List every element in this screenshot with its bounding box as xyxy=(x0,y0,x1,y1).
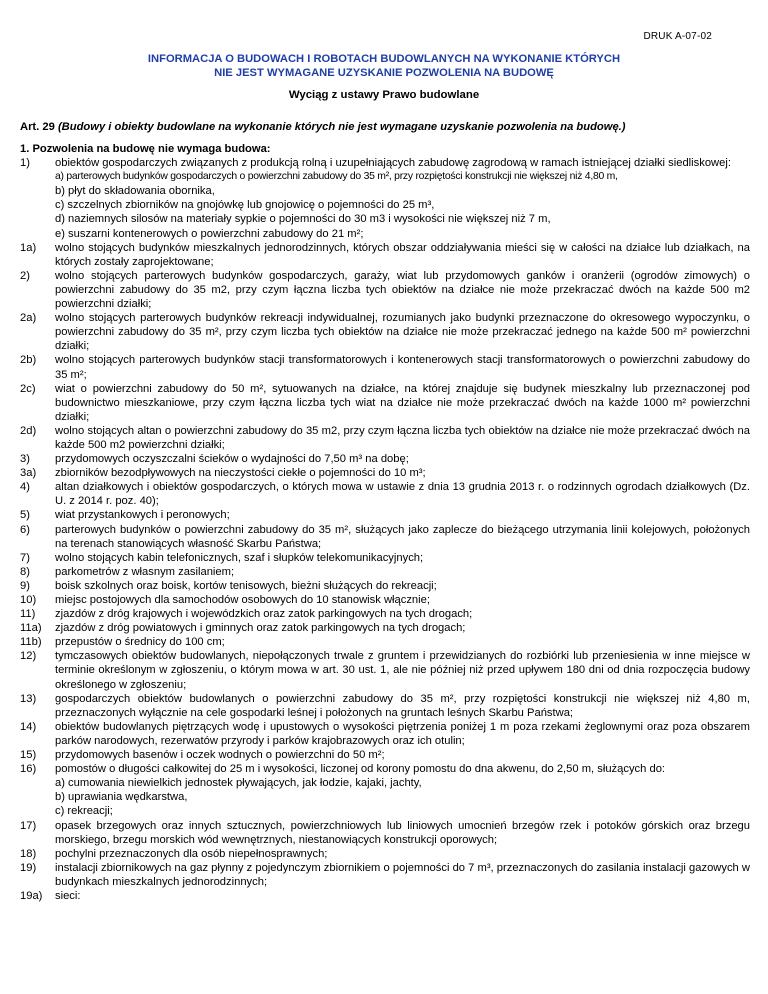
item-number: 2a) xyxy=(20,312,37,325)
article-label: Art. 29 xyxy=(20,121,55,133)
list-item xyxy=(20,579,750,593)
list-item xyxy=(20,847,750,861)
item-number: 1) xyxy=(20,157,30,170)
item-number: 16) xyxy=(20,763,37,776)
list-item xyxy=(20,480,750,508)
item-number: 11) xyxy=(20,608,36,621)
list-item xyxy=(20,720,750,748)
list-item xyxy=(20,593,750,607)
list-item xyxy=(20,466,750,480)
item-number: 18) xyxy=(20,847,37,860)
item-number: 8) xyxy=(20,565,30,578)
item-text: altan działkowych i obiektów gospodarczych, o których mowa w ustawie z dnia 13 grudnia 2013 r. o rodzinnych ogrodach działkowych (Dz. U. z 2014 r. poz. 40); xyxy=(55,481,750,508)
list-item xyxy=(20,607,750,621)
item-text: przepustów o średnicy do 100 cm; xyxy=(55,636,225,649)
sub-item xyxy=(20,227,750,241)
sub-item xyxy=(20,776,750,790)
document-subtitle: Wyciąg z ustawy Prawo budowlane xyxy=(288,89,480,101)
sub-item xyxy=(20,804,750,818)
list-item xyxy=(20,565,750,579)
item-text: wolno stojących kabin telefonicznych, szaf i słupków telekomunikacyjnych; xyxy=(55,551,424,564)
item-number: 12) xyxy=(20,650,37,663)
item-text: pomostów o długości całkowitej do 25 m i wysokości, liczonej od korony pomostu do dna akwenu, do 2,50 m, służących do: xyxy=(55,763,666,776)
item-text: opasek brzegowych oraz innych sztucznych, powierzchniowych lub liniowych umocnień brzegów rzek i potoków górskich oraz brzegu morskiego, brzegu morskich wód wewnętrznych, niestanowiących konstrukcji oporowych; xyxy=(55,819,750,846)
item-number: 19) xyxy=(20,861,37,874)
list-item xyxy=(20,819,750,847)
list-item xyxy=(20,382,750,424)
article-body xyxy=(20,142,750,903)
item-number: 11b) xyxy=(20,636,42,649)
list-item xyxy=(20,424,750,452)
item-text: gospodarczych obiektów budowlanych o powierzchni zabudowy do 35 m², przy rozpiętości konstrukcji nie większej niż 4,80 m, przeznaczonych wyłącznie na cele gospodarki leśnej i położonych na gruntach leśnych Skarbu Państwa; xyxy=(55,692,750,719)
sub-item-text: c) szczelnych zbiorników na gnojówkę lub gnojowicę o pojemności do 25 m³, xyxy=(55,199,435,212)
sub-item-text: a) parterowych budynków gospodarczych o powierzchni zabudowy do 35 m², przy rozpiętości konstrukcji nie większej niż 4,80 m, xyxy=(55,171,618,183)
item-text: sieci: xyxy=(55,889,81,902)
item-number: 17) xyxy=(20,819,37,832)
item-text: przydomowych basenów i oczek wodnych o powierzchni do 50 m²; xyxy=(55,749,385,762)
item-number: 11a) xyxy=(20,622,42,635)
item-number: 7) xyxy=(20,551,30,564)
item-text: parkometrów z własnym zasilaniem; xyxy=(55,565,235,578)
sub-item xyxy=(20,790,750,804)
item-number: 4) xyxy=(20,481,30,494)
item-number: 19a) xyxy=(20,889,43,902)
item-number: 2d) xyxy=(20,424,37,437)
list-item xyxy=(20,692,750,720)
list-item xyxy=(20,762,750,776)
list-item xyxy=(20,621,750,635)
item-number: 10) xyxy=(20,594,37,606)
item-text: parterowych budynków o powierzchni zabudowy do 35 m², służących jako zaplecze do bieżącego utrzymania linii kolejowych, położonych na terenach stanowiących własność Skarbu Państwa; xyxy=(55,523,750,550)
sub-item xyxy=(20,184,750,198)
item-number: 9) xyxy=(20,579,30,592)
item-number: 1a) xyxy=(20,241,37,254)
item-text: wiat o powierzchni zabudowy do 50 m², sytuowanych na działce, na której znajduje się budynek mieszkalny lub przeznaczonej pod budownictwo mieszkaniowe, przy czym łączna liczba tych wiat na działce nie może przekraczać dwóch na każde 1000 m² powierzchni działki; xyxy=(55,382,750,423)
list-item xyxy=(20,748,750,762)
item-number: 2) xyxy=(20,269,30,282)
item-text: tymczasowych obiektów budowlanych, niepołączonych trwale z gruntem i przewidzianych do rozbiórki lub przeniesienia w inne miejsce w terminie określonym w zgłoszeniu, o którym mowa w art. 30 ust. 1, ale nie później niż przed upływem 180 dni od dnia rozpoczęcia budowy określonego w zgłoszeniu; xyxy=(55,650,750,691)
item-text: zjazdów z dróg krajowych i wojewódzkich oraz zatok parkingowych na tych drogach; xyxy=(55,608,473,621)
item-text: obiektów budowlanych piętrzących wodę i upustowych o wysokości piętrzenia poniżej 1 m poza rzekami żeglownymi oraz poza obszarem parków narodowych, rezerwatów przyrody i parków krajobrazowych oraz ich otulin; xyxy=(55,720,750,747)
item-text: wiat przystankowych i peronowych; xyxy=(55,509,230,522)
list-item xyxy=(20,269,750,311)
item-text: przydomowych oczyszczalni ścieków o wydajności do 7,50 m³ na dobę; xyxy=(55,453,409,466)
item-text: wolno stojących altan o powierzchni zabudowy do 35 m2, przy czym łączna liczba tych obiektów na działce nie może przekraczać dwóch na każde 500 m2 powierzchni działki; xyxy=(55,424,750,451)
sub-item-text: b) płyt do składowania obornika, xyxy=(55,185,215,198)
item-number: 3) xyxy=(20,453,30,466)
item-text: zbiorników bezodpływowych na nieczystości ciekłe o pojemności do 10 m³; xyxy=(55,467,426,480)
list-item xyxy=(20,889,750,903)
list-item xyxy=(20,861,750,889)
item-number: 3a) xyxy=(20,467,37,480)
item-number: 2c) xyxy=(20,382,36,395)
item-number: 15) xyxy=(20,749,37,762)
item-number: 6) xyxy=(20,523,30,536)
item-number: 14) xyxy=(20,720,37,733)
list-item xyxy=(20,452,750,466)
list-item xyxy=(20,311,750,353)
item-number: 5) xyxy=(20,509,30,522)
list-item xyxy=(20,508,750,522)
sub-item-text: c) rekreacji; xyxy=(55,805,113,818)
sub-item-text: e) suszarni kontenerowych o powierzchni zabudowy do 21 m²; xyxy=(55,227,364,240)
item-text: wolno stojących parterowych budynków gospodarczych, garaży, wiat lub przydomowych ganków i oranżerii (ogrodów zimowych) o powierzchni zabudowy do 35 m2, przy czym łączna liczba tych obiektów na działce nie może przekraczać dwóch na każde 500 m2 powierzchni działki; xyxy=(55,269,750,311)
item-text: obiektów gospodarczych związanych z produkcją rolną i uzupełniających zabudowę zagrodową w ramach istniejącej działki siedliskowej: xyxy=(55,157,731,170)
list-item xyxy=(20,241,750,269)
sub-item-text: b) uprawiania wędkarstwa, xyxy=(55,791,188,804)
document-title xyxy=(0,52,768,80)
list-item xyxy=(20,551,750,565)
list-item xyxy=(20,523,750,551)
item-text: instalacji zbiornikowych na gaz płynny z pojedynczym zbiornikiem o pojemności do 7 m³, przeznaczonych do zasilania instalacji gazowych w budynkach mieszkalnych jednorodzinnych; xyxy=(55,861,750,888)
list-item xyxy=(20,353,750,381)
item-text: wolno stojących parterowych budynków stacji transformatorowych i kontenerowych stacji transformatorowych o powierzchni zabudowy do 35 m²; xyxy=(55,354,750,381)
item-text: boisk szkolnych oraz boisk, kortów tenisowych, bieżni służących do rekreacji; xyxy=(55,579,437,592)
item-text: wolno stojących parterowych budynków rekreacji indywidualnej, rozumianych jako budynki przeznaczone do okresowego wypoczynku, o powierzchni zabudowy do 35 m², przy czym liczba tych obiektów na działce nie może przekraczać jednego na każde 500 m² powierzchni działki; xyxy=(55,312,750,353)
title-line-1: INFORMACJA O BUDOWACH I ROBOTACH BUDOWLANYCH NA WYKONANIE KTÓRYCH xyxy=(147,53,621,65)
section-heading: 1. Pozwolenia na budowę nie wymaga budowa: xyxy=(20,143,271,155)
list-item xyxy=(20,635,750,649)
sub-item xyxy=(20,170,750,184)
title-line-2: NIE JEST WYMAGANE UZYSKANIE POZWOLENIA NA BUDOWĘ xyxy=(214,67,554,79)
item-number: 2b) xyxy=(20,354,37,367)
sub-item-text: a) cumowania niewielkich jednostek pływających, jak łodzie, kajaki, jachty, xyxy=(55,777,422,790)
sub-item xyxy=(20,198,750,212)
sub-item xyxy=(20,212,750,226)
item-text: pochylni przeznaczonych dla osób niepełnosprawnych; xyxy=(55,847,328,860)
article-description: (Budowy i obiekty budowlane na wykonanie których nie jest wymagane uzyskanie pozwolenia na budowę.) xyxy=(57,121,626,133)
item-list xyxy=(20,156,750,903)
article-heading xyxy=(20,120,750,134)
sub-item-text: d) naziemnych silosów na materiały sypkie o pojemności do 30 m3 i wysokości nie większej niż 7 m, xyxy=(55,213,551,226)
item-text: wolno stojących budynków mieszkalnych jednorodzinnych, których obszar oddziaływania mieści się w całości na działce lub działkach, na których zostały zaprojektowane; xyxy=(55,241,750,268)
list-item xyxy=(20,649,750,691)
document-code: DRUK A-07-02 xyxy=(643,31,712,42)
item-text: miejsc postojowych dla samochodów osobowych do 10 stanowisk włącznie; xyxy=(55,594,430,606)
list-item xyxy=(20,156,750,170)
item-text: zjazdów z dróg powiatowych i gminnych oraz zatok parkingowych na tych drogach; xyxy=(55,622,466,635)
item-number: 13) xyxy=(20,692,37,705)
